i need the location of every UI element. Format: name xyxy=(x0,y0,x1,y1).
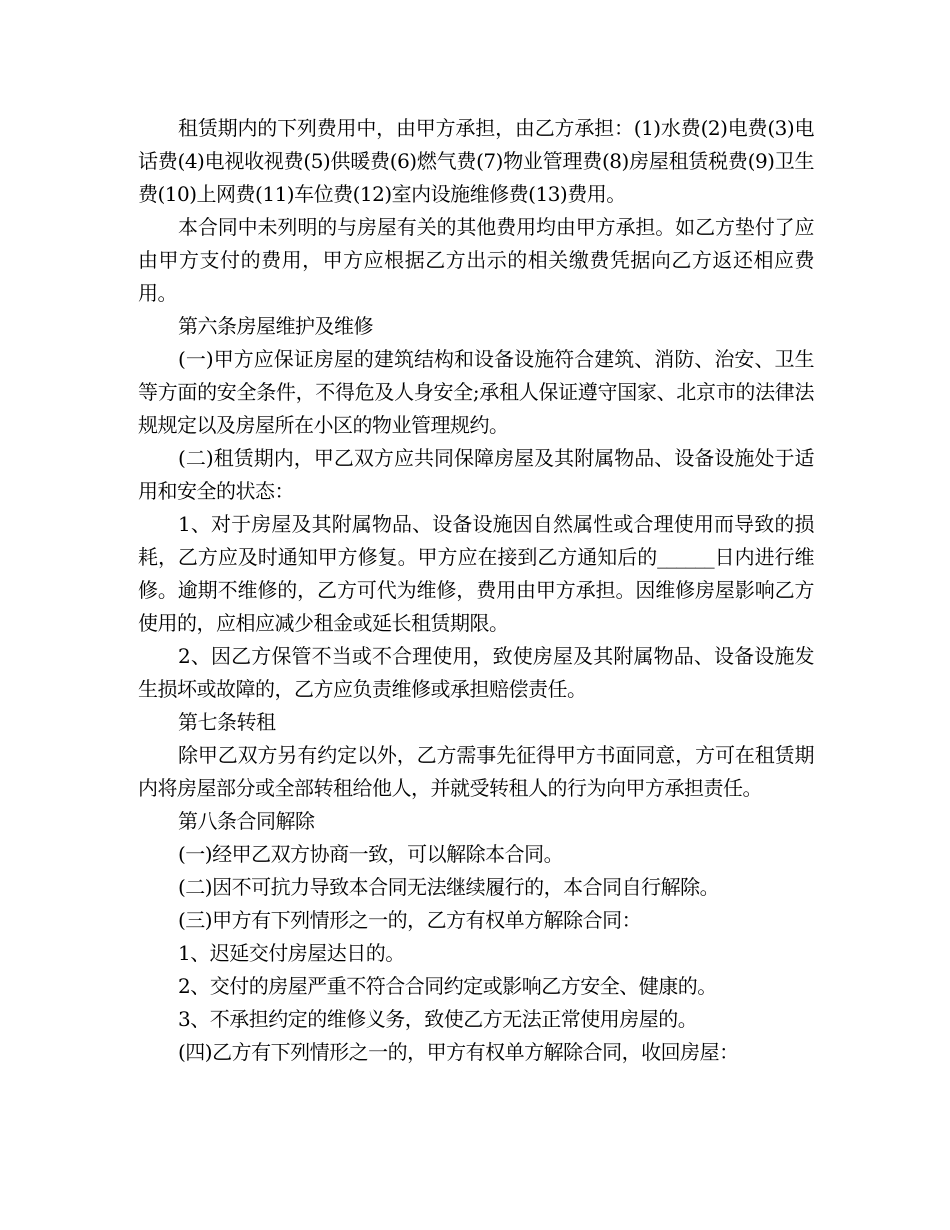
paragraph-article-8-item-1: (一)经甲乙双方协商一致，可以解除本合同。 xyxy=(178,842,564,866)
paragraph-article-8-clause-2: 2、交付的房屋严重不符合合同约定或影响乙方安全、健康的。 xyxy=(178,974,717,998)
paragraph-article-8-item-4: (四)乙方有下列情形之一的，甲方有权单方解除合同，收回房屋： xyxy=(178,1040,739,1064)
paragraph-article-7: 除甲乙双方另有约定以外，乙方需事先征得甲方书面同意，方可在租赁期内将房屋部分或全部转租给他人，并就受转租人的行为向甲方承担责任。 xyxy=(138,743,814,800)
paragraph-article-8-item-3: (三)甲方有下列情形之一的，乙方有权单方解除合同： xyxy=(178,908,642,932)
paragraph-article-6-clause-2: 2、因乙方保管不当或不合理使用，致使房屋及其附属物品、设备设施发生损坏或故障的，乙方应负责维修或承担赔偿责任。 xyxy=(138,644,814,701)
paragraph-other-fees: 本合同中未列明的与房屋有关的其他费用均由甲方承担。如乙方垫付了应由甲方支付的费用，甲方应根据乙方出示的相关缴费凭据向乙方返还相应费用。 xyxy=(138,215,814,305)
paragraph-article-6-item-1: (一)甲方应保证房屋的建筑结构和设备设施符合建筑、消防、治安、卫生等方面的安全条件，不得危及人身安全;承租人保证遵守国家、北京市的法律法规规定以及房屋所在小区的物业管理规约。 xyxy=(138,347,814,437)
section-heading-article-6: 第六条房屋维护及维修 xyxy=(178,314,373,338)
paragraph-article-8-clause-3: 3、不承担约定的维修义务，致使乙方无法正常使用房屋的。 xyxy=(178,1007,698,1031)
paragraph-article-6-item-2: (二)租赁期内，甲乙双方应共同保障房屋及其附属物品、设备设施处于适用和安全的状态： xyxy=(138,446,814,503)
paragraph-fees-list: 租赁期内的下列费用中，由甲方承担，由乙方承担：(1)水费(2)电费(3)电话费(4)电视收视费(5)供暖费(6)燃气费(7)物业管理费(8)房屋租赁税费(9)卫生费(10)上网费(11)车位费(12)室内设施维修费(13)费用。 xyxy=(138,116,814,206)
paragraph-article-8-item-2: (二)因不可抗力导致本合同无法继续履行的，本合同自行解除。 xyxy=(178,875,720,899)
document-body xyxy=(138,112,814,1069)
paragraph-article-8-clause-1: 1、迟延交付房屋达日的。 xyxy=(178,941,405,965)
section-heading-article-7: 第七条转租 xyxy=(178,710,276,734)
paragraph-article-6-clause-1: 1、对于房屋及其附属物品、设备设施因自然属性或合理使用而导致的损耗，乙方应及时通知甲方修复。甲方应在接到乙方通知后的______日内进行维修。逾期不维修的，乙方可代为维修，费用由甲方承担。因维修房屋影响乙方使用的，应相应减少租金或延长租赁期限。 xyxy=(138,512,814,635)
section-heading-article-8: 第八条合同解除 xyxy=(178,809,315,833)
